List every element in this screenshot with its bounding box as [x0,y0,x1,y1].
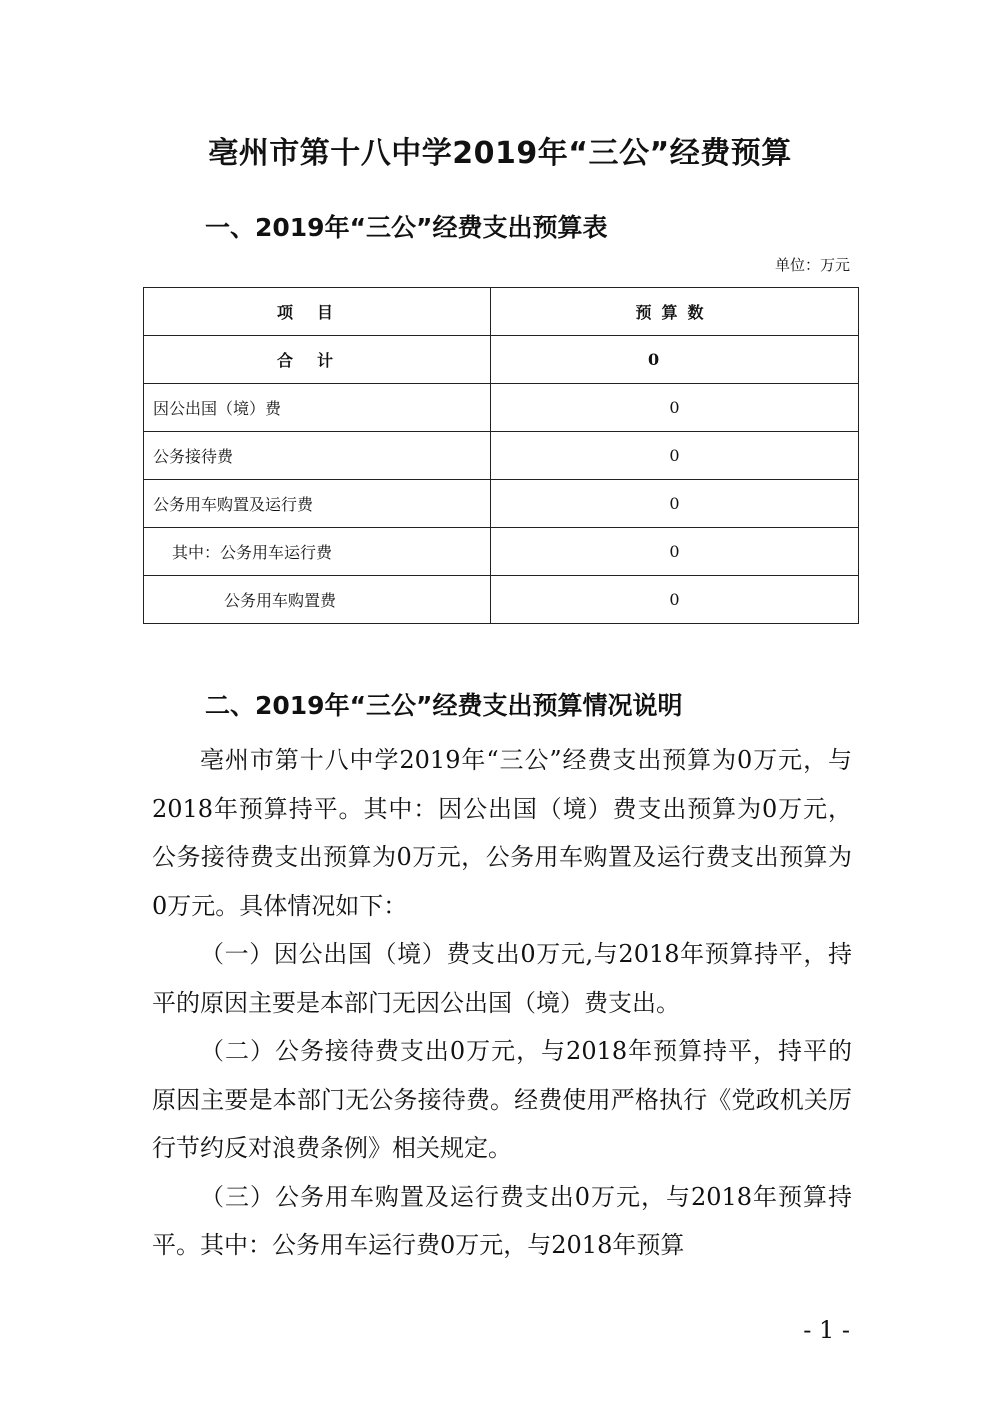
header-item: 项目 [144,288,491,336]
total-value: 0 [491,336,859,384]
budget-table [143,287,859,624]
table-header-row [144,288,859,336]
paragraph-summary: 亳州市第十八中学2019年“三公”经费支出预算为0万元，与2018年预算持平。其中：因公出国（境）费支出预算为0万元，公务接待费支出预算为0万元，公务用车购置及运行费支出预算为0万元。具体情况如下： [152,746,852,920]
row-label: 公务用车购置及运行费 [144,480,491,528]
row-value: 0 [491,384,859,432]
row-label: 其中：公务用车运行费 [144,528,491,576]
paragraph-reception: （二）公务接待费支出0万元，与2018年预算持平，持平的原因主要是本部门无公务接待费。经费使用严格执行《党政机关厉行节约反对浪费条例》相关规定。 [152,1037,852,1162]
header-amount: 预算数 [491,288,859,336]
table-row [144,384,859,432]
row-label: 公务用车购置费 [144,576,491,624]
total-label: 合计 [144,336,491,384]
row-label: 公务接待费 [144,432,491,480]
section-1-heading: 一、2019年“三公”经费支出预算表 [205,213,608,242]
unit-label: 单位：万元 [774,256,850,274]
section-2-heading: 二、2019年“三公”经费支出预算情况说明 [205,691,683,720]
paragraph-overseas: （一）因公出国（境）费支出0万元,与2018年预算持平，持平的原因主要是本部门无因公出国（境）费支出。 [152,940,852,1017]
table-row [144,432,859,480]
explanation-body [152,736,852,1270]
row-value: 0 [491,528,859,576]
row-value: 0 [491,480,859,528]
page-title: 亳州市第十八中学2019年“三公”经费预算 [208,136,792,171]
row-value: 0 [491,432,859,480]
row-value: 0 [491,576,859,624]
table-row [144,576,859,624]
row-label: 因公出国（境）费 [144,384,491,432]
table-row [144,528,859,576]
table-row-total [144,336,859,384]
paragraph-vehicles: （三）公务用车购置及运行费支出0万元，与2018年预算持平。其中：公务用车运行费0万元，与2018年预算 [152,1182,852,1259]
page-number: - 1 - [803,1316,850,1344]
table-row [144,480,859,528]
